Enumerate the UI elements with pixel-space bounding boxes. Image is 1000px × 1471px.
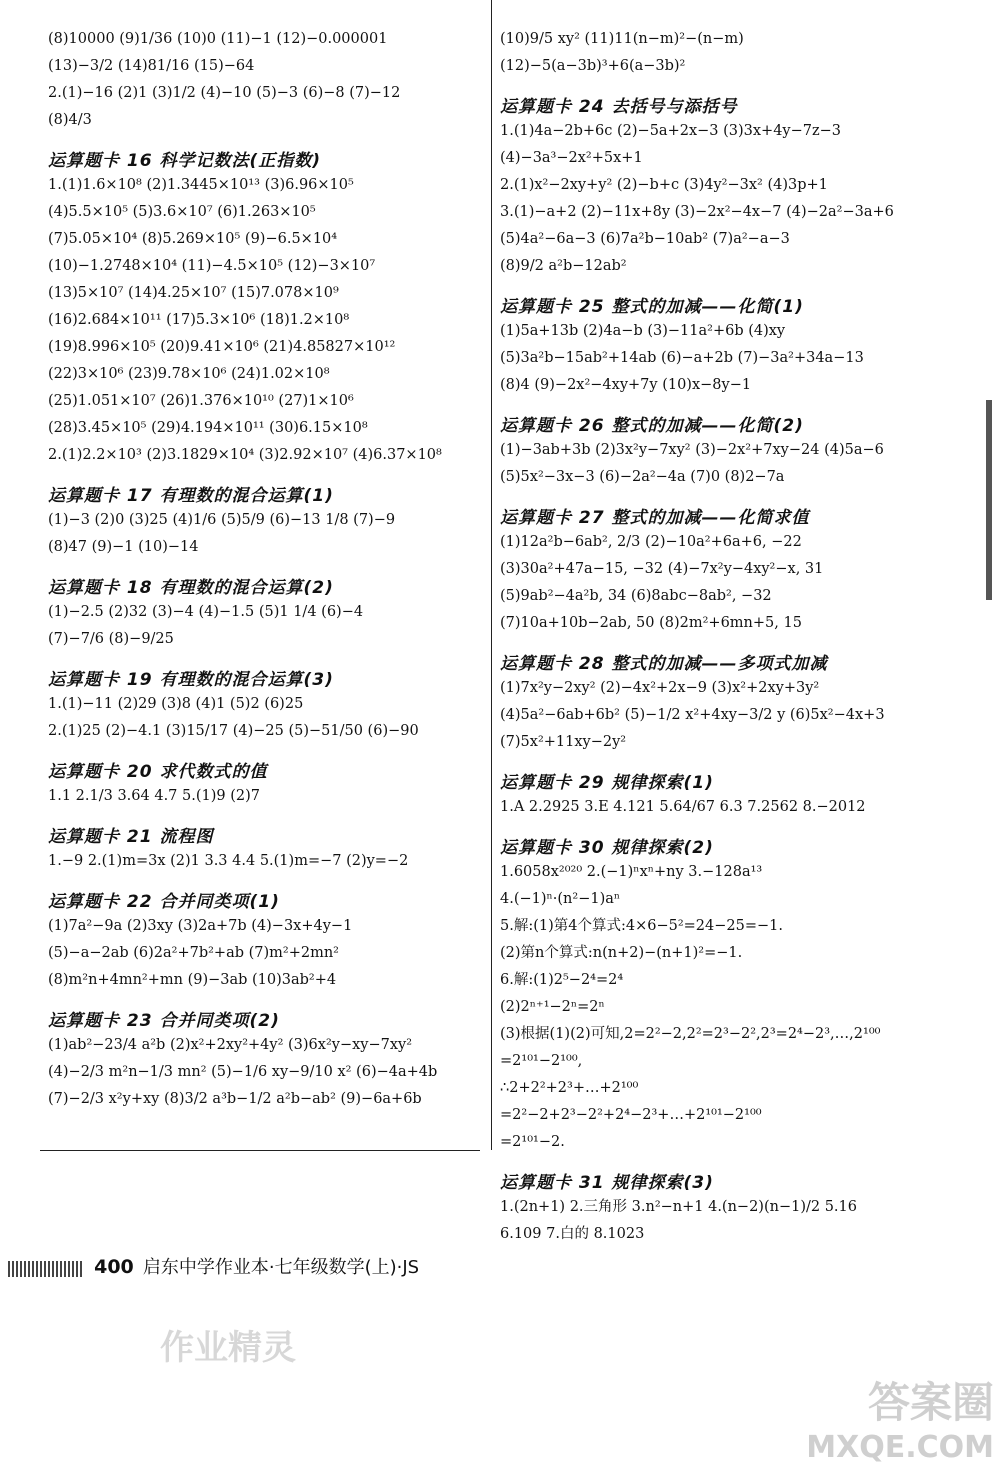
footer-dots-decoration (8, 1261, 83, 1277)
answer-line: (8)4/3 (48, 112, 92, 128)
section-heading: 运算题卡 26 整式的加减——化简(2) (500, 416, 804, 436)
horizontal-rule (40, 1150, 480, 1151)
answer-line: (13)−3/2 (14)81/16 (15)−64 (48, 58, 255, 74)
answer-line: (25)1.051×10⁷ (26)1.376×10¹⁰ (27)1×10⁶ (48, 393, 354, 409)
answer-line: (4)−2/3 m²n−1/3 mn² (5)−1/6 xy−9/10 x² (6)−4a+4b (48, 1064, 438, 1080)
answer-line: 1.−9 2.(1)m=3x (2)1 3.3 4.4 5.(1)m=−7 (2)y=−2 (48, 853, 409, 869)
answer-line: (13)5×10⁷ (14)4.25×10⁷ (15)7.078×10⁹ (48, 285, 339, 301)
section-heading: 运算题卡 28 整式的加减——多项式加减 (500, 654, 828, 674)
answer-line: (2)2ⁿ⁺¹−2ⁿ=2ⁿ (500, 999, 605, 1015)
section-heading: 运算题卡 22 合并同类项(1) (48, 892, 280, 912)
answer-line: =2¹⁰¹−2. (500, 1134, 565, 1150)
answer-line: (8)10000 (9)1/36 (10)0 (11)−1 (12)−0.000001 (48, 31, 388, 47)
section-heading: 运算题卡 27 整式的加减——化简求值 (500, 508, 810, 528)
answer-line: 3.(1)−a+2 (2)−11x+8y (3)−2x²−4x−7 (4)−2a²−3a+6 (500, 204, 894, 220)
section-heading: 运算题卡 29 规律探索(1) (500, 773, 714, 793)
answer-line: (8)4 (9)−2x²−4xy+7y (10)x−8y−1 (500, 377, 752, 393)
answer-line: 2.(1)25 (2)−4.1 (3)15/17 (4)−25 (5)−51/50 (6)−90 (48, 723, 419, 739)
corner-watermark-url: MXQE.COM (806, 1430, 994, 1465)
answer-line: (12)−5(a−3b)³+6(a−3b)² (500, 58, 686, 74)
answer-line: (8)47 (9)−1 (10)−14 (48, 539, 199, 555)
answer-line: 2.(1)−16 (2)1 (3)1/2 (4)−10 (5)−3 (6)−8 (7)−12 (48, 85, 401, 101)
answer-line: 6.109 7.白的 8.1023 (500, 1226, 645, 1242)
answer-line: (3)根据(1)(2)可知,2=2²−2,2²=2³−2²,2³=2⁴−2³,…,2¹⁰⁰ (500, 1026, 881, 1042)
answer-line: (5)5x²−3x−3 (6)−2a²−4a (7)0 (8)2−7a (500, 469, 785, 485)
answer-line: (5)9ab²−4a²b, 34 (6)8abc−8ab², −32 (500, 588, 772, 604)
center-divider (491, 0, 492, 1150)
answer-line: 1.(1)−11 (2)29 (3)8 (4)1 (5)2 (6)25 (48, 696, 304, 712)
answer-line: (1)−3 (2)0 (3)25 (4)1/6 (5)5/9 (6)−13 1/8 (7)−9 (48, 512, 396, 528)
answer-line: 1.(1)4a−2b+6c (2)−5a+2x−3 (3)3x+4y−7z−3 (500, 123, 841, 139)
answer-line: 5.解:(1)第4个算式:4×6−5²=24−25=−1. (500, 918, 783, 934)
answer-line: (16)2.684×10¹¹ (17)5.3×10⁶ (18)1.2×10⁸ (48, 312, 350, 328)
book-title: 启东中学作业本·七年级数学(上)·JS (142, 1257, 420, 1278)
answer-line: (7)−7/6 (8)−9/25 (48, 631, 174, 647)
answer-line: 2.(1)x²−2xy+y² (2)−b+c (3)4y²−3x² (4)3p+1 (500, 177, 828, 193)
answer-line: 2.(1)2.2×10³ (2)3.1829×10⁴ (3)2.92×10⁷ (4)6.37×10⁸ (48, 447, 442, 463)
answer-line: (19)8.996×10⁵ (20)9.41×10⁶ (21)4.85827×10¹² (48, 339, 396, 355)
answer-line: (1)−3ab+3b (2)3x²y−7xy² (3)−2x²+7xy−24 (4)5a−6 (500, 442, 884, 458)
answer-line: (1)12a²b−6ab², 2/3 (2)−10a²+6a+6, −22 (500, 534, 802, 550)
answer-line: (1)5a+13b (2)4a−b (3)−11a²+6b (4)xy (500, 323, 786, 339)
answer-line: (8)9/2 a²b−12ab² (500, 258, 627, 274)
section-heading: 运算题卡 23 合并同类项(2) (48, 1011, 280, 1031)
answer-line: (7)10a+10b−2ab, 50 (8)2m²+6mn+5, 15 (500, 615, 802, 631)
answer-line: (10)9/5 xy² (11)11(n−m)²−(n−m) (500, 31, 744, 47)
answer-line: (1)7x²y−2xy² (2)−4x²+2x−9 (3)x²+2xy+3y² (500, 680, 820, 696)
answer-line: (7)−2/3 x²y+xy (8)3/2 a³b−1/2 a²b−ab² (9)−6a+6b (48, 1091, 422, 1107)
answer-line: ∴2+2²+2³+…+2¹⁰⁰ (500, 1080, 639, 1096)
page-footer (8, 1253, 419, 1279)
section-heading: 运算题卡 31 规律探索(3) (500, 1173, 714, 1193)
section-heading: 运算题卡 21 流程图 (48, 827, 214, 847)
section-heading: 运算题卡 16 科学记数法(正指数) (48, 151, 322, 171)
section-heading: 运算题卡 25 整式的加减——化简(1) (500, 297, 804, 317)
answer-line: 4.(−1)ⁿ·(n²−1)aⁿ (500, 891, 621, 907)
answer-line: (28)3.45×10⁵ (29)4.194×10¹¹ (30)6.15×10⁸ (48, 420, 368, 436)
answer-line: (5)−a−2ab (6)2a²+7b²+ab (7)m²+2mn² (48, 945, 339, 961)
answer-line: 1.1 2.1/3 3.64 4.7 5.(1)9 (2)7 (48, 788, 260, 804)
answer-line: =2¹⁰¹−2¹⁰⁰, (500, 1053, 583, 1069)
answer-line: (7)5.05×10⁴ (8)5.269×10⁵ (9)−6.5×10⁴ (48, 231, 338, 247)
answer-line: (1)7a²−9a (2)3xy (3)2a+7b (4)−3x+4y−1 (48, 918, 353, 934)
answer-line: (7)5x²+11xy−2y² (500, 734, 627, 750)
answer-line: 1.(2n+1) 2.三角形 3.n²−n+1 4.(n−2)(n−1)/2 5.16 (500, 1199, 857, 1215)
answer-line: 1.6058x²⁰²⁰ 2.(−1)ⁿxⁿ+ny 3.−128a¹³ (500, 864, 763, 880)
section-heading: 运算题卡 30 规律探索(2) (500, 838, 714, 858)
corner-watermark (806, 1370, 994, 1465)
page-number: 400 (94, 1256, 134, 1278)
answer-line: (8)m²n+4mn²+mn (9)−3ab (10)3ab²+4 (48, 972, 337, 988)
section-heading: 运算题卡 18 有理数的混合运算(2) (48, 578, 334, 598)
answer-line: 6.解:(1)2⁵−2⁴=2⁴ (500, 972, 624, 988)
answer-line: (5)3a²b−15ab²+14ab (6)−a+2b (7)−3a²+34a−13 (500, 350, 864, 366)
section-heading: 运算题卡 17 有理数的混合运算(1) (48, 486, 334, 506)
section-heading: 运算题卡 24 去括号与添括号 (500, 97, 738, 117)
answer-line: 1.(1)1.6×10⁸ (2)1.3445×10¹³ (3)6.96×10⁵ (48, 177, 354, 193)
section-heading: 运算题卡 19 有理数的混合运算(3) (48, 670, 334, 690)
watermark-text: 作业精灵 (160, 1328, 296, 1368)
answer-line: (4)5.5×10⁵ (5)3.6×10⁷ (6)1.263×10⁵ (48, 204, 316, 220)
answer-line: (4)5a²−6ab+6b² (5)−1/2 x²+4xy−3/2 y (6)5x²−4x+3 (500, 707, 885, 723)
answer-line: (2)第n个算式:n(n+2)−(n+1)²=−1. (500, 945, 743, 961)
answer-line: (10)−1.2748×10⁴ (11)−4.5×10⁵ (12)−3×10⁷ (48, 258, 376, 274)
answer-line: =2²−2+2³−2²+2⁴−2³+…+2¹⁰¹−2¹⁰⁰ (500, 1107, 762, 1123)
answer-line: (3)30a²+47a−15, −32 (4)−7x²y−4xy²−x, 31 (500, 561, 824, 577)
scan-edge-mark (986, 400, 992, 600)
corner-watermark-title: 答案圈 (867, 1378, 994, 1427)
answer-line: 1.A 2.2925 3.E 4.121 5.64/67 6.3 7.2562 8.−2012 (500, 799, 866, 815)
answer-line: (5)4a²−6a−3 (6)7a²b−10ab² (7)a²−a−3 (500, 231, 790, 247)
answer-line: (1)ab²−23/4 a²b (2)x²+2xy²+4y² (3)6x²y−xy−7xy² (48, 1037, 413, 1053)
answer-line: (22)3×10⁶ (23)9.78×10⁶ (24)1.02×10⁸ (48, 366, 330, 382)
section-heading: 运算题卡 20 求代数式的值 (48, 762, 268, 782)
answer-line: (1)−2.5 (2)32 (3)−4 (4)−1.5 (5)1 1/4 (6)−4 (48, 604, 364, 620)
answer-line: (4)−3a³−2x²+5x+1 (500, 150, 643, 166)
